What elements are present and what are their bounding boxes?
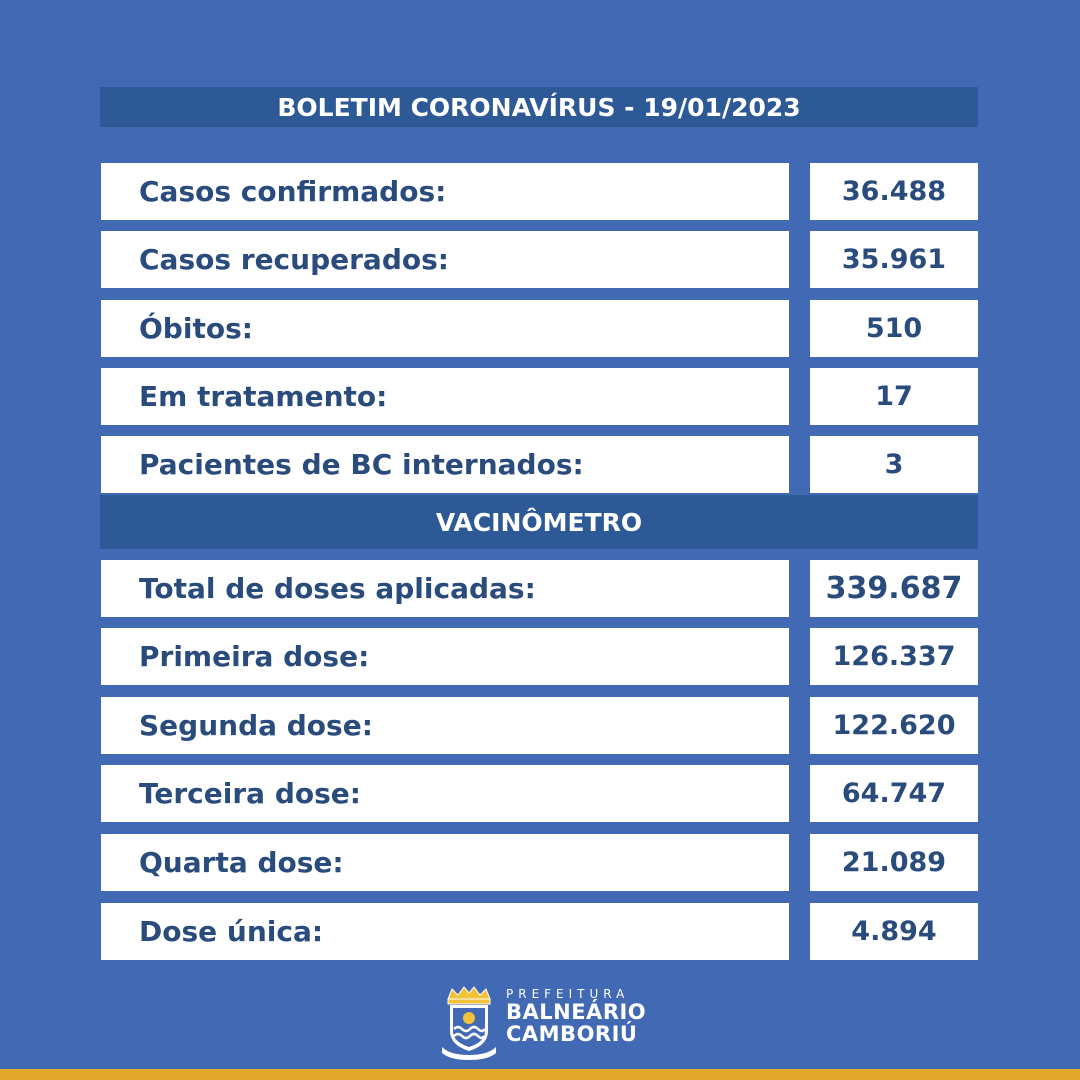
vaccine-row-quarta bbox=[101, 834, 978, 891]
vaccine-label: Dose única: bbox=[101, 903, 789, 960]
vaccine-value: 4.894 bbox=[810, 903, 978, 960]
vaccine-value: 339.687 bbox=[810, 560, 978, 617]
prefeitura-logo bbox=[440, 985, 660, 1060]
stat-label: Casos recuperados: bbox=[101, 231, 789, 288]
coat-of-arms-icon bbox=[440, 985, 498, 1060]
stat-label: Óbitos: bbox=[101, 300, 789, 357]
vaccine-section-heading bbox=[100, 495, 978, 549]
stat-value: 35.961 bbox=[810, 231, 978, 288]
bulletin-title-text: BOLETIM CORONAVÍRUS - 19/01/2023 bbox=[277, 92, 801, 122]
stat-label: Em tratamento: bbox=[101, 368, 789, 425]
vaccine-row-dose-unica bbox=[101, 903, 978, 960]
bottom-accent-bar bbox=[0, 1069, 1080, 1080]
logo-text bbox=[506, 987, 646, 1045]
vaccine-label: Segunda dose: bbox=[101, 697, 789, 754]
stat-value: 3 bbox=[810, 436, 978, 493]
vaccine-value: 122.620 bbox=[810, 697, 978, 754]
vaccine-heading-text: VACINÔMETRO bbox=[435, 507, 643, 537]
vaccine-label: Quarta dose: bbox=[101, 834, 789, 891]
vaccine-value: 21.089 bbox=[810, 834, 978, 891]
vaccine-row-segunda bbox=[101, 697, 978, 754]
stat-row-internados bbox=[101, 436, 978, 493]
stat-row-obitos bbox=[101, 300, 978, 357]
stat-row-casos-confirmados bbox=[101, 163, 978, 220]
vaccine-label: Primeira dose: bbox=[101, 628, 789, 685]
stat-label: Casos confirmados: bbox=[101, 163, 789, 220]
stat-row-casos-recuperados bbox=[101, 231, 978, 288]
logo-prefix: PREFEITURA bbox=[506, 987, 630, 1001]
vaccine-label: Terceira dose: bbox=[101, 765, 789, 822]
vaccine-row-primeira bbox=[101, 628, 978, 685]
vaccine-row-terceira bbox=[101, 765, 978, 822]
stat-value: 17 bbox=[810, 368, 978, 425]
vaccine-label: Total de doses aplicadas: bbox=[101, 560, 789, 617]
vaccine-value: 64.747 bbox=[810, 765, 978, 822]
vaccine-value: 126.337 bbox=[810, 628, 978, 685]
vaccine-row-total bbox=[101, 560, 978, 617]
stat-row-em-tratamento bbox=[101, 368, 978, 425]
stat-label: Pacientes de BC internados: bbox=[101, 436, 789, 493]
stat-value: 36.488 bbox=[810, 163, 978, 220]
stat-value: 510 bbox=[810, 300, 978, 357]
logo-city-line2: CAMBORIÚ bbox=[506, 1022, 638, 1046]
logo-city-line1: BALNEÁRIO bbox=[506, 1000, 647, 1024]
bulletin-title bbox=[100, 87, 978, 127]
